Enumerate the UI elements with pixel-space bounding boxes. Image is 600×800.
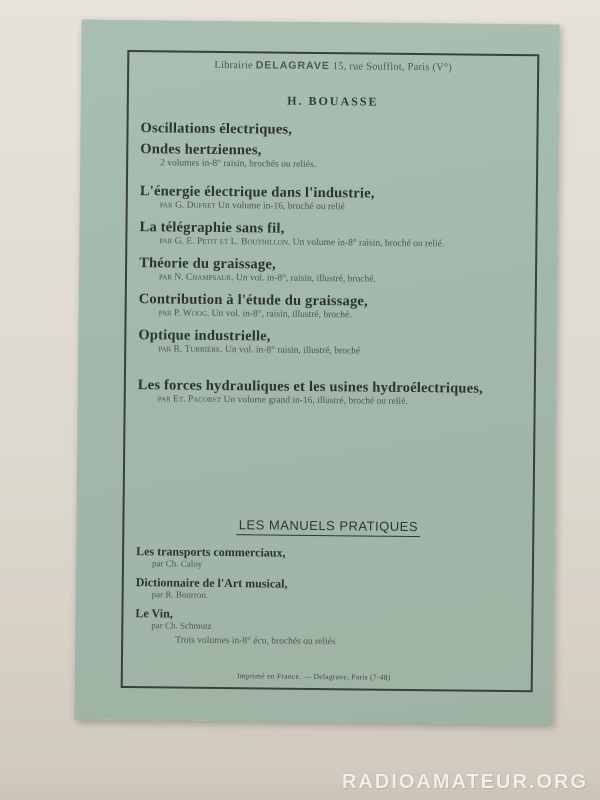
book-title: La télégraphie sans fil, bbox=[139, 219, 285, 237]
list-item bbox=[140, 141, 528, 173]
publisher-prefix: Librairie bbox=[214, 59, 253, 72]
list-item bbox=[140, 183, 528, 215]
book-list bbox=[138, 120, 529, 409]
publisher-name: DELAGRAVE bbox=[255, 59, 330, 73]
book-author: par R. Turrière. bbox=[158, 344, 223, 356]
book-author: par Et. Pacoret bbox=[157, 394, 222, 405]
publisher-line bbox=[129, 58, 537, 74]
manual-title: Les transports commerciaux, bbox=[136, 544, 286, 560]
book-title: Théorie du graissage, bbox=[139, 255, 276, 273]
publisher-address: 15, rue Soufflot, Paris (V°) bbox=[332, 61, 453, 74]
book-description: Un volume in-8° raisin, broché ou relié. bbox=[292, 237, 445, 250]
list-item bbox=[139, 219, 527, 251]
manual-author: par Ch. Caloy bbox=[151, 558, 203, 569]
manual-title: Le Vin, bbox=[135, 606, 173, 621]
printer-line: Imprimé en France. — Delagrave, Paris (7-48) bbox=[236, 671, 391, 682]
list-item bbox=[136, 575, 524, 604]
book-author: par G. Dufret bbox=[159, 200, 216, 211]
site-watermark: RADIOAMATEUR.ORG bbox=[341, 771, 588, 793]
book-author: par G. E. Petit et L. Bouthillon. bbox=[159, 236, 291, 248]
list-item bbox=[139, 255, 527, 287]
book-description: 2 volumes in-8° raisin, brochés ou reliés. bbox=[160, 158, 317, 170]
book-title: Les forces hydrauliques et les usines hydroélectriques, bbox=[137, 377, 484, 397]
manuals-list bbox=[135, 544, 524, 650]
book-title: L'énergie électrique dans l'industrie, bbox=[139, 183, 375, 202]
book-title: Optique industrielle, bbox=[138, 327, 271, 345]
list-item bbox=[138, 377, 526, 409]
book-title: Ondes hertziennes, bbox=[140, 141, 262, 159]
list-item bbox=[140, 120, 528, 141]
list-item bbox=[135, 606, 523, 635]
book-description: Un vol. in-8°, raisin, illustré, broché. bbox=[211, 308, 352, 321]
book-title: Oscillations électriques, bbox=[140, 120, 293, 138]
list-item bbox=[139, 291, 527, 323]
manuals-footer: Trois volumes in-8° écu, brochés ou reliés bbox=[175, 635, 336, 648]
book-description: Un vol. in-8°, raisin, illustré, broché. bbox=[235, 273, 376, 285]
book-title: Contribution à l'étude du graissage, bbox=[138, 291, 368, 310]
manual-title: Dictionnaire de l'Art musical, bbox=[135, 575, 288, 591]
manual-author: par Ch. Schmutz bbox=[151, 620, 212, 631]
book-description: Un volume grand in-16, illustré, broché ou relié. bbox=[223, 395, 408, 407]
book-description: Un volume in-16, broché ou relié bbox=[218, 200, 345, 213]
manual-author: par R. Bourron. bbox=[151, 589, 209, 600]
cover-border-frame bbox=[121, 50, 540, 692]
author-name: H. BOUASSE bbox=[287, 93, 379, 109]
book-back-cover bbox=[74, 20, 559, 725]
book-description: Un vol. in-8° raisin, illustré, broché bbox=[224, 345, 361, 357]
book-author: par N. Champsaur. bbox=[158, 272, 234, 284]
book-author: par P. Woog. bbox=[158, 308, 210, 319]
list-item bbox=[136, 544, 524, 573]
manuals-heading: LES MANUELS PRATIQUES bbox=[124, 516, 532, 535]
list-item bbox=[138, 327, 526, 359]
